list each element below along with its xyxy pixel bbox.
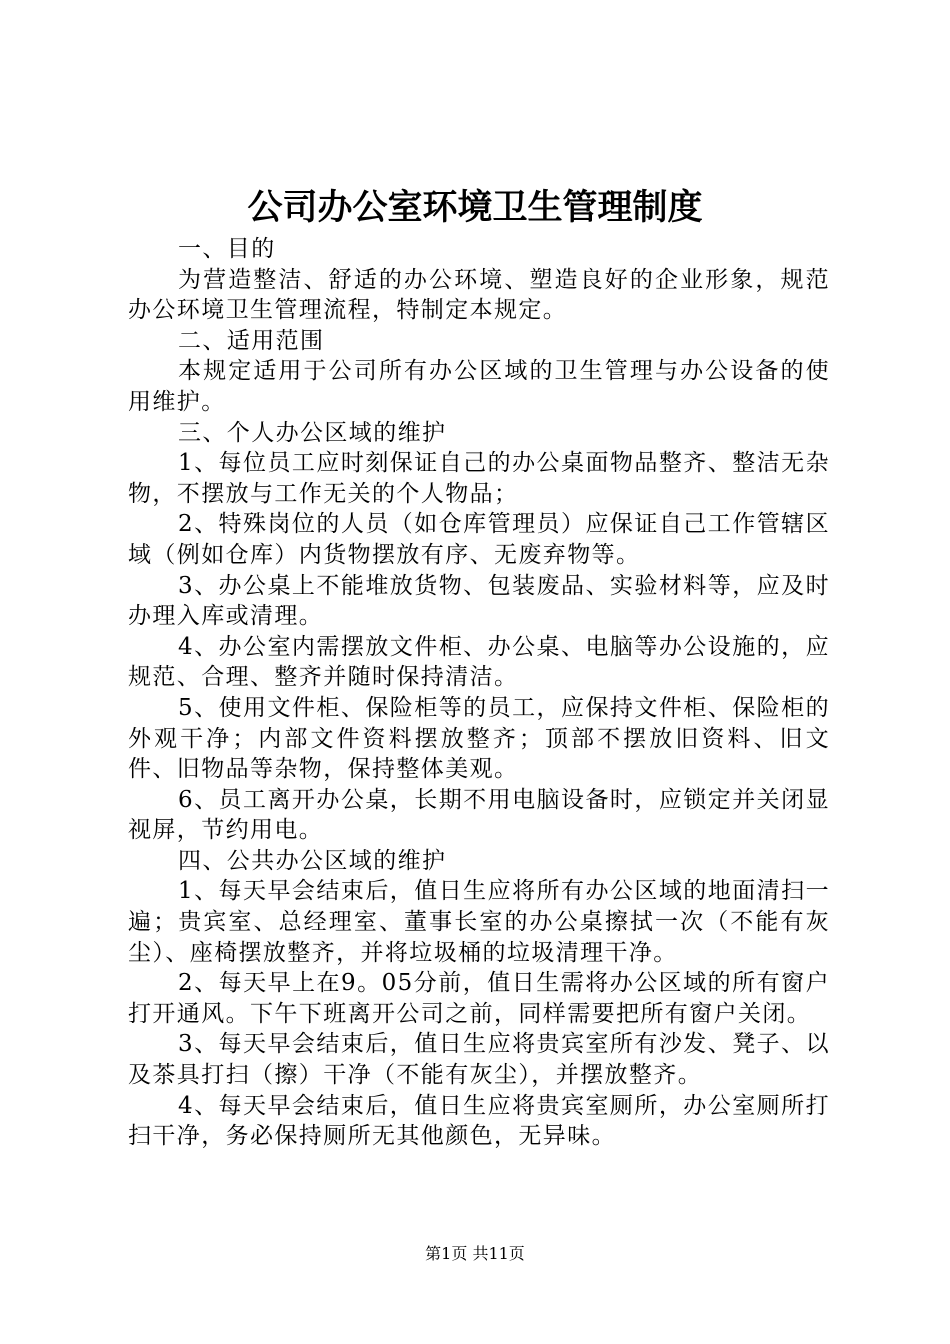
list-item: 6、员工离开办公桌，长期不用电脑设备时，应锁定并关闭显视屏，节约用电。 <box>128 786 830 844</box>
list-item: 2、特殊岗位的人员（如仓库管理员）应保证自己工作管辖区域（例如仓库）内货物摆放有序、无废弃物等。 <box>128 511 830 568</box>
list-item: 1、每位员工应时刻保证自己的办公桌面物品整齐、整洁无杂物，不摆放与工作无关的个人物品； <box>128 450 830 507</box>
section-heading: 四、公共办公区域的维护 <box>178 847 447 874</box>
list-item: 5、使用文件柜、保险柜等的员工，应保持文件柜、保险柜的外观干净；内部文件资料摆放整齐；顶部不摆放旧资料、旧文件、旧物品等杂物，保持整体美观。 <box>128 694 830 783</box>
list-item: 4、每天早会结束后，值日生应将贵宾室厕所，办公室厕所打扫干净，务必保持厕所无其他颜色，无异味。 <box>128 1092 830 1150</box>
list-item: 1、每天早会结束后，值日生应将所有办公区域的地面清扫一遍；贵宾室、总经理室、董事长室的办公桌擦拭一次（不能有灰尘）、座椅摆放整齐，并将垃圾桶的垃圾清理干净。 <box>128 878 830 966</box>
list-item: 2、每天早上在9。05分前，值日生需将办公区域的所有窗户打开通风。下午下班离开公司之前，同样需要把所有窗户关闭。 <box>128 970 830 1027</box>
list-item: 4、办公室内需摆放文件柜、办公桌、电脑等办公设施的，应规范、合理、整齐并随时保持清洁。 <box>128 633 830 691</box>
section-heading: 一、目的 <box>178 236 276 262</box>
page-number: 第1页 共11页 <box>425 1244 525 1263</box>
paragraph: 本规定适用于公司所有办公区域的卫生管理与办公设备的使用维护。 <box>128 358 830 415</box>
section-heading: 二、适用范围 <box>178 327 325 354</box>
list-item: 3、每天早会结束后，值日生应将贵宾室所有沙发、凳子、以及茶具打扫（擦）干净（不能有灰尘），并摆放整齐。 <box>128 1031 830 1089</box>
section-heading: 三、个人办公区域的维护 <box>178 419 447 446</box>
document-body <box>128 234 830 1152</box>
page-footer <box>0 1243 950 1265</box>
document-title: 公司办公室环境卫生管理制度 <box>247 188 703 228</box>
paragraph: 为营造整洁、舒适的办公环境、塑造良好的企业形象，规范办公环境卫生管理流程，特制定本规定。 <box>128 266 830 324</box>
list-item: 3、办公桌上不能堆放货物、包装废品、实验材料等，应及时办理入库或清理。 <box>128 572 830 630</box>
